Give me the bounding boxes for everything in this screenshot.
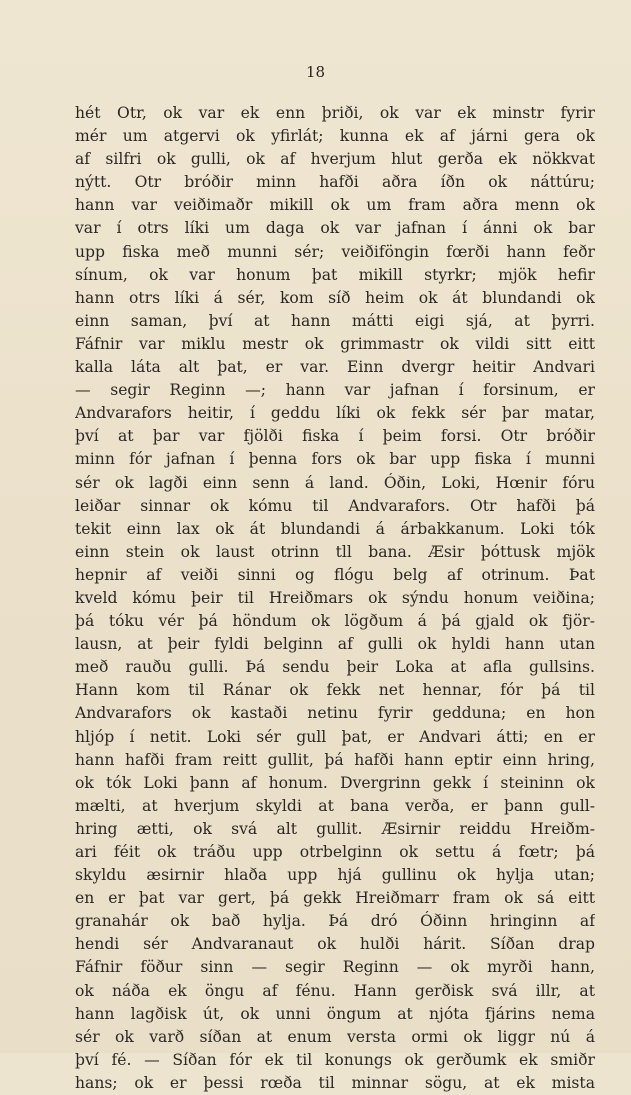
text-line: ok náða ek öngu af fénu. Hann gerðisk svá illr, at bbox=[75, 981, 595, 1000]
text-line: einn stein ok laust otrinn tll bana. Æsir þóttusk mjök bbox=[75, 542, 595, 561]
text-line: upp fiska með munni sér; veiðiföngin fœrði hann feðr bbox=[75, 242, 595, 261]
text-line: hepnir af veiði sinni og flógu belg af otrinum. Þat bbox=[75, 565, 595, 584]
text-line: hendi sér Andvaranaut ok hulði hárit. Síðan drap bbox=[75, 935, 595, 954]
page-number: 18 bbox=[305, 63, 326, 81]
text-line: granahár ok bað hylja. Þá dró Óðinn hringinn af bbox=[75, 912, 595, 931]
text-line: var í otrs líki um daga ok var jafnan í ánni ok bar bbox=[75, 219, 595, 238]
body-text bbox=[75, 102, 595, 1095]
text-line: með rauðu gulli. Þá sendu þeir Loka at afla gullsins. bbox=[75, 658, 595, 677]
text-line: mælti, at hverjum skyldi at bana verða, er þann gull- bbox=[75, 796, 595, 815]
text-line: Andvarafors heitir, í geddu líki ok fekk sér þar matar, bbox=[75, 404, 595, 423]
text-line: mér um atgervi ok yfirlát; kunna ek af járni gera ok bbox=[75, 127, 595, 146]
text-line: lausn, at þeir fyldi belginn af gulli ok hyldi hann utan bbox=[75, 635, 595, 654]
text-line: kveld kómu þeir til Hreiðmars ok sýndu honum veiðina; bbox=[75, 588, 595, 607]
text-line: sér ok varð síðan at enum versta ormi ok liggr nú á bbox=[75, 1027, 595, 1046]
text-line: — segir Reginn —; hann var jafnan í forsinum, er bbox=[75, 381, 595, 400]
text-line: Hann kom til Ránar ok fekk net hennar, fór þá til bbox=[75, 681, 595, 700]
text-line: Fáfnir föður sinn — segir Reginn — ok myrði hann, bbox=[75, 958, 595, 977]
text-line: hans; ok er þessi rœða til minnar sögu, at ek mista bbox=[75, 1073, 595, 1092]
text-line: ok tók Loki þann af honum. Dvergrinn gekk í steininn ok bbox=[75, 773, 595, 792]
text-line: hljóp í netit. Loki sér gull þat, er Andvari átti; en er bbox=[75, 727, 595, 746]
text-line: hann otrs líki á sér, kom síð heim ok át blundandi ok bbox=[75, 288, 595, 307]
text-line: ari féit ok tráðu upp otrbelginn ok settu á fœtr; þá bbox=[75, 843, 595, 861]
text-line: leiðar sinnar ok kómu til Andvarafors. Otr hafði þá bbox=[75, 496, 595, 515]
text-line: minn fór jafnan í þenna fors ok bar upp fiska í munni bbox=[75, 450, 595, 469]
text-line: hann hafði fram reitt gullit, þá hafði hann eptir einn hring, bbox=[75, 750, 595, 769]
text-line: þá tóku vér þá höndum ok lögðum á þá gjald ok fjör- bbox=[75, 612, 595, 631]
text-line: skyldu æsirnir hlaða upp hjá gullinu ok hylja utan; bbox=[75, 866, 595, 885]
text-line: sér ok lagði einn senn á land. Óðin, Loki, Hœnir fóru bbox=[75, 473, 595, 492]
text-line: því fé. — Síðan fór ek til konungs ok gerðumk ek smiðr bbox=[75, 1050, 595, 1069]
text-line: sínum, ok var honum þat mikill styrkr; mjök hefir bbox=[75, 265, 595, 284]
text-line: nýtt. Otr bróðir minn hafði aðra íðn ok náttúru; bbox=[75, 173, 595, 192]
text-line: af silfri ok gulli, ok af hverjum hlut gerða ek nökkvat bbox=[75, 150, 595, 169]
text-line: því at þar var fjölði fiska í þeim forsi. Otr bróðir bbox=[75, 427, 595, 446]
text-line: tekit einn lax ok át blundandi á árbakkanum. Loki tók bbox=[75, 519, 595, 538]
text-line: einn saman, því at hann mátti eigi sjá, at þyrri. bbox=[75, 311, 595, 330]
text-line: en er þat var gert, þá gekk Hreiðmarr fram ok sá eitt bbox=[75, 889, 595, 908]
text-line: hann lagðisk út, ok unni öngum at njóta fjárins nema bbox=[75, 1004, 595, 1023]
text-line: hann var veiðimaðr mikill ok um fram aðra menn ok bbox=[75, 196, 595, 215]
text-line: kalla láta alt þat, er var. Einn dvergr heitir Andvari bbox=[75, 358, 595, 377]
text-line: hring ætti, ok svá alt gullit. Æsirnir reiddu Hreiðm- bbox=[75, 819, 595, 838]
text-line: Fáfnir var miklu mestr ok grimmastr ok vildi sitt eitt bbox=[75, 334, 595, 353]
text-line: Andvarafors ok kastaði netinu fyrir gedduna; en hon bbox=[75, 704, 595, 723]
text-line: hét Otr, ok var ek enn þriði, ok var ek minstr fyrir bbox=[75, 104, 595, 122]
